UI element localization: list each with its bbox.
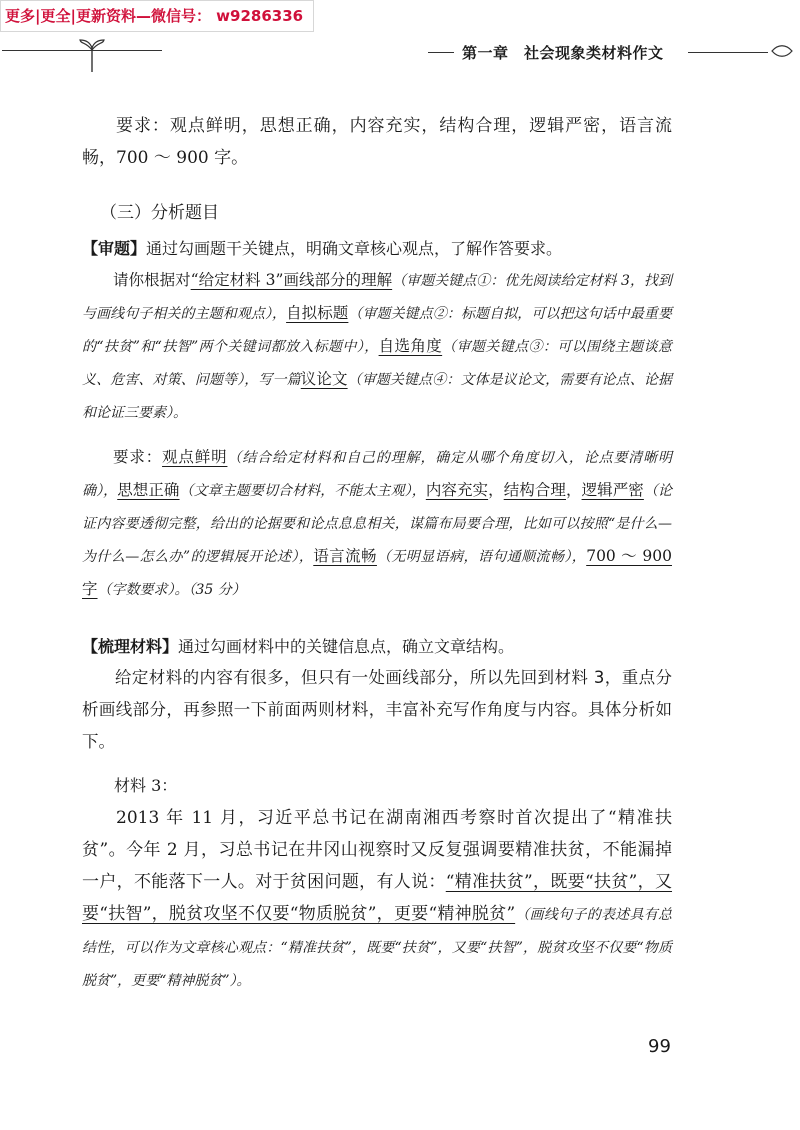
review-tag: 【审题】 — [82, 239, 147, 258]
annotation-note: （论证内容要透彻完整，给出的论据要和论点息息相关，谋篇布局要合理，比如可以按照“是什么—为什么—怎么办”的逻辑展开论述）， — [82, 483, 672, 565]
annotation-note: （结合给定材料和自己的理解，确定从哪个角度切入，论点要清晰明确）， — [82, 450, 672, 499]
annotation-note: （审题关键点③：可以围绕主题谈意义、危害、对策、问题等），写一篇 — [82, 339, 672, 388]
chapter-title: 第一章 社会现象类材料作文 — [462, 44, 664, 62]
annotation-note: （字数要求）。（35 分） — [97, 582, 246, 598]
material-3-paragraph — [82, 802, 672, 997]
review-summary: 通过勾画题干关键点，明确文章核心观点，了解作答要求。 — [146, 239, 563, 258]
underlined-keyword: 语言流畅 — [313, 547, 377, 565]
review-paragraph-1 — [82, 264, 672, 429]
underlined-keyword: 700 ～ 900 字 — [82, 547, 672, 598]
review-p1-text: 请你根据对 — [113, 271, 191, 289]
annotation-note: （无明显语病，语句通顺流畅）， — [376, 549, 587, 565]
leaf-ornament-icon — [770, 42, 794, 60]
page-number: 99 — [648, 1036, 671, 1057]
punctuation: ， — [488, 481, 504, 499]
review-tagline — [82, 234, 672, 264]
annotation-note: （审题关键点②：标题自拟，可以把这句话中最重要的“扶贫”和“扶智”两个关键词都放入标题中）， — [82, 306, 672, 355]
annotation-note: （文章主题要切合材料，不能太主观）， — [179, 483, 426, 499]
punctuation: ， — [566, 481, 582, 499]
header-rule-right — [688, 52, 768, 53]
underlined-keyword: 结构合理 — [503, 481, 566, 499]
annotation-note: （审题关键点①：优先阅读给定材料 3，找到与画线句子相关的主题和观点）， — [82, 273, 673, 322]
review-p2-text: 要求： — [113, 448, 163, 466]
underlined-keyword: 议论文 — [300, 370, 348, 388]
underlined-keyword: 逻辑严密 — [581, 481, 644, 499]
underlined-keyword: 自选角度 — [378, 337, 443, 355]
underlined-keyword: 思想正确 — [117, 481, 180, 499]
annotation-note: （画线句子的表述具有总结性，可以作为文章核心观点：“精准扶贫”，既要“扶贫”，又要“扶智”，脱贫攻坚不仅要“物质脱贫”，更要“精神脱贫”）。 — [82, 907, 672, 989]
material-3-title: 材料 3： — [114, 776, 178, 795]
underlined-keyword: 观点鲜明 — [162, 448, 228, 466]
underlined-keyword: “给定材料 3”画线部分的理解 — [190, 271, 393, 289]
sprig-ornament-icon — [78, 36, 106, 72]
underlined-sentence: “精准扶贫”，既要“扶贫”，又要“扶智”，脱贫攻坚不仅要“物质脱贫”，更要“精神脱贫” — [82, 872, 673, 924]
review-paragraph-2 — [82, 441, 672, 606]
header-rule-dash — [428, 52, 454, 53]
material-3-text: 2013 年 11 月，习近平总书记在湖南湘西考察时首次提出了“精准扶贫”。今年 2 月，习总书记在井冈山视察时又反复强调要精准扶贫，不能漏掉一户，不能落下一人。对于贫困问题，有人说： — [82, 808, 672, 892]
running-header — [0, 36, 800, 76]
page-content — [82, 110, 672, 997]
requirements-line: 要求：观点鲜明，思想正确，内容充实，结构合理，逻辑严密，语言流畅，700 ～ 900 字。 — [82, 116, 672, 168]
watermark-banner: 更多|更全|更新资料—微信号： w9286336 — [0, 0, 314, 32]
underlined-keyword: 自拟标题 — [286, 304, 349, 322]
underlined-keyword: 内容充实 — [425, 481, 489, 499]
sorting-tagline — [82, 632, 672, 662]
sorting-paragraph: 给定材料的内容有很多，但只有一处画线部分，所以先回到材料 3，重点分析画线部分，再参照一下前面两则材料，丰富补充写作角度与内容。具体分析如下。 — [82, 668, 672, 751]
section-heading: （三）分析题目 — [100, 203, 219, 223]
annotation-note: （审题关键点④：文体是议论文，需要有论点、论据和论证三要素）。 — [82, 372, 672, 421]
sorting-summary: 通过勾画材料中的关键信息点，确立文章结构。 — [178, 637, 515, 656]
sorting-tag: 【梳理材料】 — [82, 637, 179, 656]
